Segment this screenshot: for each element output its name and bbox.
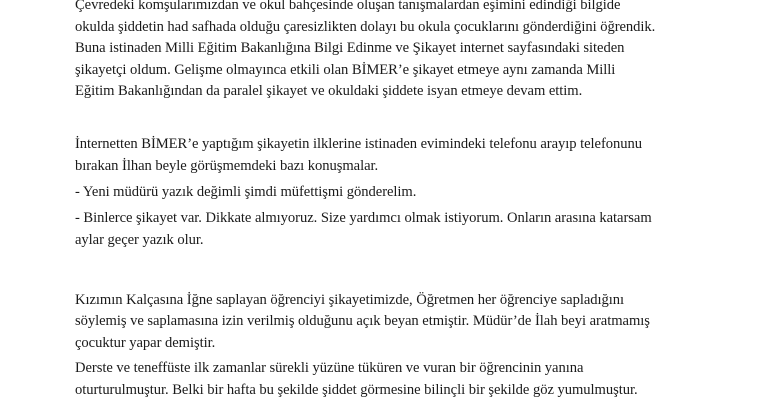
text-line: Buna istinaden Milli Eğitim Bakanlığına Bilgi Edinme ve Şikayet internet sayfasındaki siteden bbox=[75, 40, 625, 56]
text-line: çocuktur yapar demiştir. bbox=[75, 335, 216, 351]
text-line: şikayetçi oldum. Gelişme olmayınca etkili olan BİMER’e şikayet etmeye aynı zamanda Milli bbox=[75, 62, 616, 78]
text-line: Kızımın Kalçasına İğne saplayan öğrenciyi şikayetimizde, Öğretmen her öğrenciye sapladığını bbox=[75, 292, 625, 308]
text-line: oturturulmuştur. Belki bir hafta bu şekilde şiddet görmesine bilinçli bir şekilde göz yumulmuştur. bbox=[75, 382, 638, 398]
text-line: - Yeni müdürü yazık değimli şimdi müfettişmi gönderelim. bbox=[75, 184, 417, 200]
text-line: Eğitim Bakanlığından da paralel şikayet ve okuldaki şiddete isyan etmeye devam ettim. bbox=[75, 83, 583, 99]
text-line: bırakan İlhan beyle görüşmemdeki bazı konuşmalar. bbox=[75, 158, 379, 174]
text-line: - Binlerce şikayet var. Dikkate almıyoruz. Size yardımcı olmak istiyorum. Onların arasına katarsam bbox=[75, 210, 652, 226]
text-line: aylar geçer yazık olur. bbox=[75, 232, 204, 248]
text-line: okulda şiddetin had safhada olduğu çaresizlikten dolayı bu okula çocuklarını gönderdiğini öğrendik. bbox=[75, 19, 656, 35]
text-line: söylemiş ve saplamasına izin verilmiş olduğunu açık beyan etmiştir. Müdür’de İlah beyi aratmamış bbox=[75, 313, 650, 329]
text-line: Çevredeki komşularımızdan ve okul bahçesinde oluşan tanışmalardan eşimini edindiği bilgide bbox=[75, 0, 621, 13]
text-line: Derste ve teneffüste ilk zamanlar sürekli yüzüne tüküren ve vuran bir öğrencinin yanına bbox=[75, 360, 584, 376]
text-line: İnternetten BİMER’e yaptığım şikayetin ilklerine istinaden evimindeki telefonu arayıp telefonunu bbox=[75, 136, 643, 152]
